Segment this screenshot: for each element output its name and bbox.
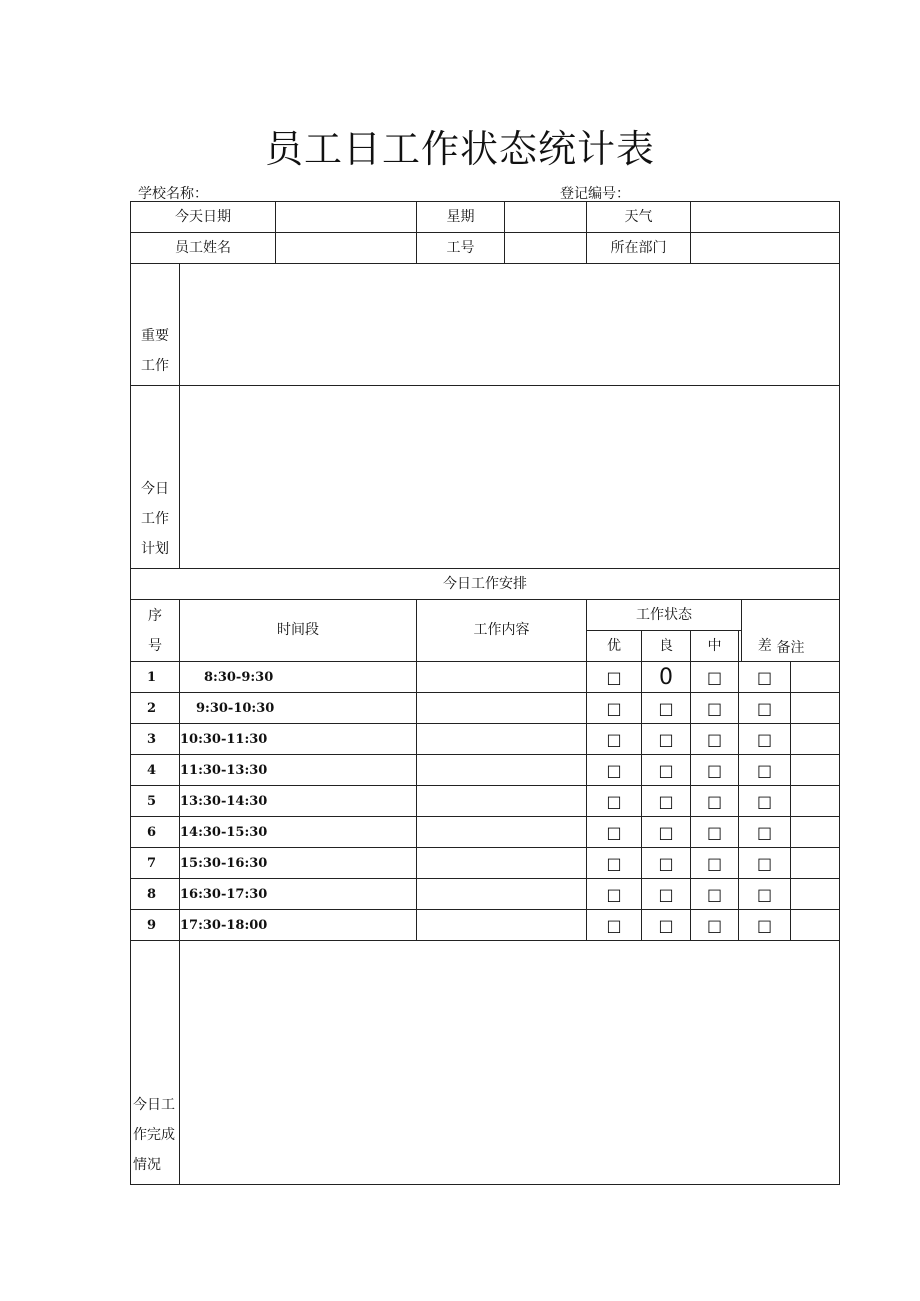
row-number: 3	[131, 724, 180, 755]
work-content-field[interactable]	[417, 910, 587, 941]
mark-poor[interactable]: □	[739, 662, 791, 693]
week-label: 星期	[417, 202, 505, 233]
employee-name-field[interactable]	[276, 233, 417, 264]
task-rows	[131, 662, 840, 941]
mark-excellent[interactable]: □	[587, 755, 642, 786]
seq-header: 序 号	[131, 600, 180, 662]
task-row	[131, 662, 840, 693]
task-row	[131, 755, 840, 786]
mark-good[interactable]: □	[642, 879, 691, 910]
mark-good[interactable]: □	[642, 910, 691, 941]
date-label: 今天日期	[131, 202, 276, 233]
rating-average: 中	[691, 631, 739, 662]
mark-average[interactable]: □	[691, 786, 739, 817]
row-number: 8	[131, 879, 180, 910]
time-slot: 8:30-9:30	[180, 662, 417, 693]
mark-excellent[interactable]: □	[587, 817, 642, 848]
work-content-field[interactable]	[417, 662, 587, 693]
mark-poor[interactable]: □	[739, 910, 791, 941]
remark-field[interactable]	[791, 693, 840, 724]
employee-name-label: 员工姓名	[131, 233, 276, 264]
schedule-heading-row	[131, 569, 840, 600]
schedule-heading: 今日工作安排	[131, 569, 840, 600]
work-content-field[interactable]	[417, 724, 587, 755]
work-content-field[interactable]	[417, 817, 587, 848]
remark-field[interactable]	[791, 662, 840, 693]
mark-average[interactable]: □	[691, 724, 739, 755]
task-row	[131, 724, 840, 755]
mark-average[interactable]: □	[691, 693, 739, 724]
completion-label: 今日工 作完成 情况	[131, 941, 180, 1185]
remark-field[interactable]	[791, 724, 840, 755]
mark-average[interactable]: □	[691, 755, 739, 786]
school-name-label: 学校名称：	[138, 186, 208, 202]
schedule-header-row-1	[131, 600, 840, 631]
department-field[interactable]	[691, 233, 840, 264]
department-label: 所在部门	[587, 233, 691, 264]
row-number: 9	[131, 910, 180, 941]
time-slot: 14:30-15:30	[180, 817, 417, 848]
time-slot: 9:30-10:30	[180, 693, 417, 724]
mark-excellent[interactable]: □	[587, 662, 642, 693]
work-content-field[interactable]	[417, 848, 587, 879]
important-work-row	[131, 264, 840, 386]
mark-excellent[interactable]: □	[587, 786, 642, 817]
completion-field[interactable]	[180, 941, 840, 1185]
remark-field[interactable]	[791, 910, 840, 941]
mark-good[interactable]: □	[642, 848, 691, 879]
mark-average[interactable]: □	[691, 817, 739, 848]
time-slot: 13:30-14:30	[180, 786, 417, 817]
weather-label: 天气	[587, 202, 691, 233]
row-number: 1	[131, 662, 180, 693]
work-content-field[interactable]	[417, 786, 587, 817]
task-row	[131, 786, 840, 817]
mark-poor[interactable]: □	[739, 786, 791, 817]
remark-field[interactable]	[791, 848, 840, 879]
remark-field[interactable]	[791, 786, 840, 817]
rating-poor: 差	[739, 631, 791, 662]
mark-good[interactable]: □	[642, 817, 691, 848]
content-header: 工作内容	[417, 600, 587, 662]
daily-plan-row	[131, 386, 840, 569]
mark-poor[interactable]: □	[739, 879, 791, 910]
mark-excellent[interactable]: □	[587, 910, 642, 941]
mark-good[interactable]: □	[642, 755, 691, 786]
mark-poor[interactable]: □	[739, 817, 791, 848]
mark-average[interactable]: □	[691, 662, 739, 693]
remark-field[interactable]	[791, 755, 840, 786]
mark-average[interactable]: □	[691, 910, 739, 941]
task-row	[131, 879, 840, 910]
weather-field[interactable]	[691, 202, 840, 233]
mark-poor[interactable]: □	[739, 693, 791, 724]
employee-number-field[interactable]	[505, 233, 587, 264]
info-row-1	[131, 202, 840, 233]
work-status-form	[130, 201, 840, 1185]
row-number: 5	[131, 786, 180, 817]
time-header: 时间段	[180, 600, 417, 662]
task-row	[131, 817, 840, 848]
page-title: 员工日工作状态统计表	[264, 127, 655, 171]
info-row-2	[131, 233, 840, 264]
time-slot: 15:30-16:30	[180, 848, 417, 879]
important-work-label: 重要 工作	[131, 264, 180, 386]
remark-field[interactable]	[791, 817, 840, 848]
time-slot: 11:30-13:30	[180, 755, 417, 786]
mark-good[interactable]: □	[642, 786, 691, 817]
remark-header: 备注	[742, 600, 840, 662]
task-row	[131, 910, 840, 941]
work-content-field[interactable]	[417, 879, 587, 910]
rating-good: 良	[642, 631, 691, 662]
important-work-field[interactable]	[180, 264, 840, 386]
row-number: 4	[131, 755, 180, 786]
work-content-field[interactable]	[417, 693, 587, 724]
date-field[interactable]	[276, 202, 417, 233]
time-slot: 17:30-18:00	[180, 910, 417, 941]
mark-poor[interactable]: □	[739, 724, 791, 755]
register-number-label: 登记编号：	[560, 186, 630, 202]
task-row	[131, 848, 840, 879]
row-number: 7	[131, 848, 180, 879]
mark-good[interactable]: 0	[642, 662, 691, 693]
rating-excellent: 优	[587, 631, 642, 662]
mark-poor[interactable]: □	[739, 755, 791, 786]
employee-number-label: 工号	[417, 233, 505, 264]
daily-plan-label: 今日 工作 计划	[131, 386, 180, 569]
mark-excellent[interactable]: □	[587, 693, 642, 724]
week-field[interactable]	[505, 202, 587, 233]
mark-excellent[interactable]: □	[587, 848, 642, 879]
mark-good[interactable]: □	[642, 693, 691, 724]
time-slot: 16:30-17:30	[180, 879, 417, 910]
completion-row	[131, 941, 840, 1185]
status-header: 工作状态	[587, 600, 742, 631]
mark-average[interactable]: □	[691, 848, 739, 879]
mark-excellent[interactable]: □	[587, 724, 642, 755]
row-number: 6	[131, 817, 180, 848]
mark-good[interactable]: □	[642, 724, 691, 755]
daily-plan-field[interactable]	[180, 386, 840, 569]
mark-excellent[interactable]: □	[587, 879, 642, 910]
work-content-field[interactable]	[417, 755, 587, 786]
remark-field[interactable]	[791, 879, 840, 910]
task-row	[131, 693, 840, 724]
time-slot: 10:30-11:30	[180, 724, 417, 755]
mark-poor[interactable]: □	[739, 848, 791, 879]
mark-average[interactable]: □	[691, 879, 739, 910]
row-number: 2	[131, 693, 180, 724]
